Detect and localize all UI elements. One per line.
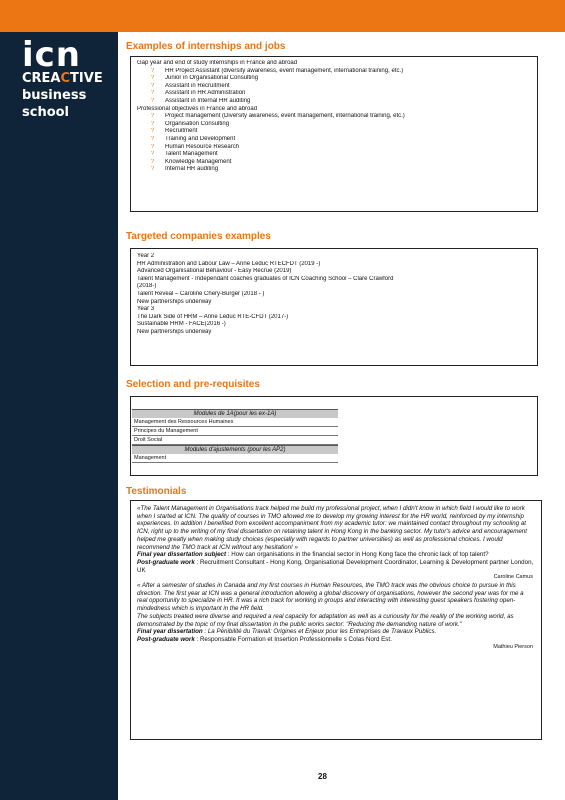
targeted-line: Year 2 — [137, 253, 155, 259]
module-row: Management des Ressources Humaines — [132, 418, 338, 427]
bullet-icon: ? — [151, 151, 155, 158]
bullet-icon: ? — [151, 143, 155, 150]
targeted-line: Advanced Organisational Behaviour - Easy Recrue (2019) — [137, 268, 292, 275]
gap-year-list — [131, 68, 537, 106]
testimonial-2-author: Mathieu Pierson — [493, 643, 533, 650]
bullet-icon: ? — [151, 128, 155, 135]
bullet-icon: ? — [151, 97, 155, 104]
targeted-box — [130, 248, 538, 366]
testimonials-box — [130, 500, 542, 740]
logo-icn-text: icn — [22, 35, 82, 75]
module-row: Management — [132, 454, 338, 463]
testimonials-title: Testimonials — [126, 486, 187, 497]
bullet-icon: ? — [151, 120, 155, 127]
logo-school: school — [22, 105, 70, 120]
targeted-line: Talent Reveal – Caroline Chery-Burger (2018 - ) — [137, 290, 265, 297]
logo-business: business — [22, 88, 87, 103]
testimonial-2-body2: The subjects treated were diverse and required a real capacity for adaptation as well as a curiousity for the reality of the working world, as demonstrated by the topic of my final dissertation in the public works sector: "Reducing the demanding nature of work." — [137, 612, 514, 628]
modules-header-2: Modules d'ajustements (pour les AP2) — [132, 445, 338, 454]
targeted-title: Targeted companies examples — [126, 231, 271, 242]
gap-year-item: ? HR Project Assistant (diversity awareness, event management, international training, etc.) — [151, 67, 404, 74]
bullet-icon: ? — [151, 75, 155, 82]
modules-header-1: Modules de 1A(pour les ex-1A) — [132, 409, 338, 418]
module-row: Principes du Management — [132, 427, 338, 436]
targeted-line: Talent Management - Independant coaches graduates of ICN Coaching School – Clare Crawford — [137, 275, 394, 282]
targeted-line: New partnerships underway — [137, 328, 212, 335]
gap-year-item: ? Junior in Organisational Consulting — [151, 75, 259, 82]
selection-title: Selection and pre-requisites — [126, 379, 260, 390]
targeted-line: The Dark Side of HRM – Anne Leduc RTE-CFDT (2017-) — [137, 313, 289, 320]
professional-item: ? Knowledge Management — [151, 158, 232, 165]
logo-creative: CREACTIVE — [22, 71, 103, 86]
professional-item: ? Training and Development — [151, 135, 236, 142]
gap-year-heading: Gap year and end of study internships in France and abroad — [137, 60, 298, 66]
professional-item: ? Human Resource Research — [151, 143, 240, 150]
professional-heading: Professional objectives in France and abroad — [137, 105, 258, 112]
testimonial-1-final: Final year dissertation subject : How can organisations in the financial sector in Hong Kong face the chronic lack of top talent? — [137, 551, 489, 559]
bullet-icon: ? — [151, 90, 155, 97]
gap-year-item: ? Assistant in HR Administration — [151, 90, 246, 97]
targeted-line: (2018-) — [137, 283, 157, 290]
testimonial-2-final: Final year dissertation : La Pénibilité du Travail: Origines et Enjeux pour les Entreprises de Travaux Publics. — [137, 628, 437, 636]
gap-year-item: ? Assistant in Recruitment — [151, 82, 230, 89]
professional-item: ? Internal HR auditing — [151, 166, 219, 173]
module-row: Droit Social — [132, 436, 338, 445]
gap-year-item: ? Assistant in Internal HR auditing — [151, 97, 251, 104]
bullet-icon: ? — [151, 166, 155, 173]
targeted-line: Year 3 — [137, 306, 155, 313]
professional-list — [131, 113, 537, 174]
modules-table — [132, 409, 338, 463]
professional-item: ? Recruitment — [151, 128, 198, 135]
testimonial-1-post: Post-graduate work : Recruitment Consultant - Hong Kong, Organisational Development Coordinator, Learning & Development partner London, UK — [137, 558, 534, 574]
professional-item: ? Talent Management — [151, 151, 218, 158]
top-orange-bar — [0, 0, 565, 32]
page-number: 28 — [318, 772, 327, 781]
professional-item: ? Project management (Diversity awareness, event management, international training, etc.) — [151, 113, 405, 120]
icn-logo — [22, 35, 103, 121]
bullet-icon: ? — [151, 158, 155, 165]
testimonial-1-body: «The Talent Management in Organisations track helped me build my professional project, when I didn't know in which field I would like to work when I started at ICN. The quality of courses in TMO allowed me to develop my growing interest for the HR world, reinforced by my internship experiences. In addition I benefited from excellent accompaniment from my academic tutor: we maintained contact throughout my schooling at ICN, right up to the writing of my final dissertation on retaining talent in Hong Kong in the banking sector. My tutor's advice and encouragement helped me greatly when making study choices (especially with regards to partner universities) as well as professional choices. I would recommend the TMO track at ICN without any hesitation! » — [137, 505, 527, 551]
bullet-icon: ? — [151, 113, 155, 120]
bullet-icon: ? — [151, 135, 155, 142]
testimonial-2-post: Post-graduate work : Responsable Formation et Insertion Professionnelle s Colas Nord Est. — [137, 635, 392, 643]
targeted-line: HR Administration and Labour Law – Anne Leduc RTECFDT (2019 -) — [137, 260, 321, 267]
examples-box — [130, 56, 538, 212]
targeted-list — [131, 253, 537, 337]
examples-title: Examples of internships and jobs — [126, 41, 286, 52]
bullet-icon: ? — [151, 67, 155, 74]
testimonial-1-author: Caroline Camus — [493, 574, 533, 581]
testimonial-2-body: « After a semester of studies in Canada and my first courses in Human Resources, the TMO track was the obvious choice to pursue in this direction. The first year at ICN was a general introduction allowing a global discovery of organisations, however the second year was for me a real opportunity to specialize in HR. It was a rich track for working in groups and interacting with interesting guest speakers fostering open-mindedness which is important in the HR field. — [137, 582, 524, 613]
bullet-icon: ? — [151, 82, 155, 89]
targeted-line: Sustainable HRM - FACE(2016 -) — [137, 321, 226, 328]
sidebar — [0, 32, 118, 800]
targeted-line: New partnerships underway — [137, 298, 212, 305]
professional-item: ? Organisation Consulting — [151, 120, 230, 127]
